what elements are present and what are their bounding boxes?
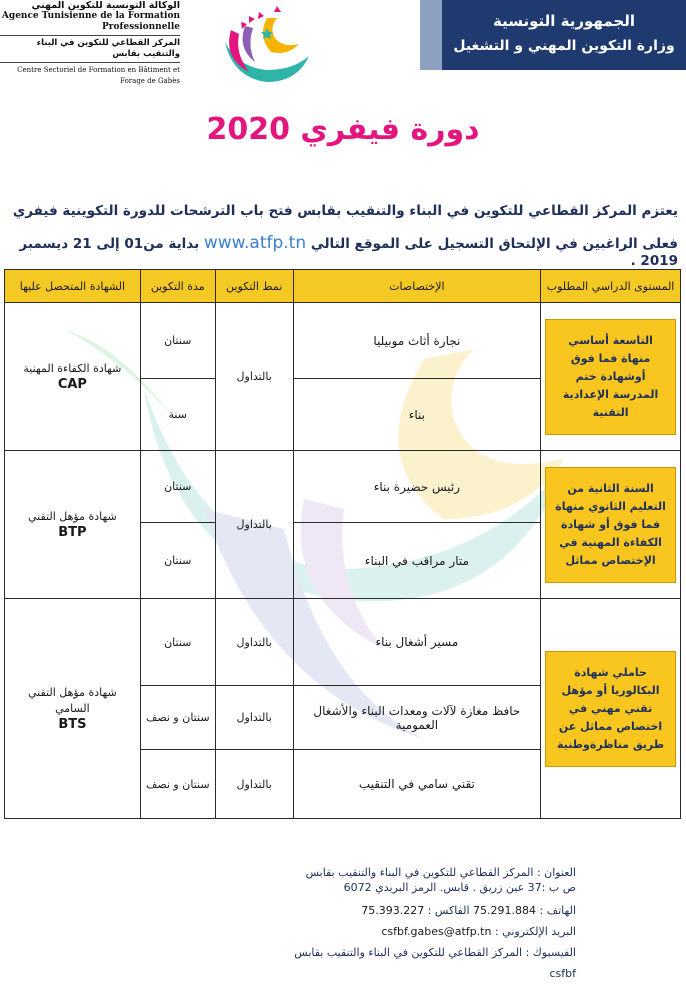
agency-name-fr-2: Professionnelle (101, 22, 180, 32)
duration-cell: سنتان (140, 303, 215, 379)
certificate-code: CAP (57, 377, 87, 393)
centre-name-ar: المركز القطاعي للتكوين في البناء والتنقيب بقابس (36, 38, 180, 59)
duration-cell: سنتان و نصف (140, 750, 215, 819)
intro-line-2-end: بداية من01 إلى 21 ديسمبر 2019 . (19, 236, 678, 269)
facebook-name[interactable]: المركز القطاعي للتكوين في البناء والتنقيب بقابس csfbf (294, 946, 576, 980)
level-text: السنة الثانية من التعليم الثانوي منهاة فما فوق أو شهادة الكفاءة المهنية في الإختصاص مماثل (545, 467, 676, 583)
ministry-band (442, 0, 686, 70)
header-divider (0, 35, 180, 36)
centre-name-fr: Centre Sectoriel de Formation en Bâtiment et Forage de Gabès (17, 66, 180, 85)
agency-name-ar: الوكالة التونسية للتكوين المهني (31, 0, 180, 11)
mode-cell: بالتداول (215, 451, 293, 599)
agency-header (0, 0, 180, 85)
table-row (5, 451, 681, 523)
address-text-2: ص ب :37 عين زريق . قابس. الرمز البريدي 6072 (343, 881, 576, 894)
website-link[interactable]: www.atfp.tn (203, 233, 307, 253)
duration-cell: سنتان (140, 522, 215, 599)
header-certificate: الشهادة المتحصل عليها (5, 270, 141, 303)
duration-cell: سنتان (140, 599, 215, 686)
certificate-name: شهادة مؤهل التقني (28, 510, 117, 524)
intro-line-2 (8, 233, 678, 269)
contact-footer (276, 862, 576, 984)
intro-line-1: يعتزم المركز القطاعي للتكوين في البناء والتنقيب بقابس فتح باب الترشحات للدورة التكوينية فيفري (12, 203, 678, 219)
facebook-line (276, 942, 576, 984)
level-cell (541, 599, 681, 819)
fax-number: 75.393.227 (361, 904, 425, 917)
mode-cell: بالتداول (215, 685, 293, 749)
certificate-name: شهادة الكفاءة المهنية (23, 362, 122, 376)
phone-line (276, 900, 576, 921)
level-text: التاسعة أساسي منهاة فما فوق أوشهادة ختم المدرسة الإعدادية التقنية (545, 319, 676, 435)
certificate-name: شهادة مؤهل التقني السامي (28, 686, 117, 716)
header-divider-2 (0, 62, 180, 63)
table-header-row (5, 270, 681, 303)
header-duration: مدة التكوين (140, 270, 215, 303)
address-label: العنوان : (536, 866, 576, 879)
level-cell (541, 303, 681, 451)
table-row (5, 303, 681, 379)
specialty-cell: مسير أشغال بناء (293, 599, 541, 686)
specialty-cell: رئيس حضيرة بناء (293, 451, 541, 523)
facebook-label: الفيسبوك : (525, 946, 576, 959)
mode-cell: بالتداول (215, 750, 293, 819)
certificate-cell (5, 451, 141, 599)
specialty-cell: تقني سامي في التنقيب (293, 750, 541, 819)
email-label: البريد الإلكتروني : (494, 925, 576, 938)
ministry-name: وزارة التكوين المهني و التشغيل (453, 38, 675, 54)
duration-cell: سنتان و نصف (140, 685, 215, 749)
duration-cell: سنتان (140, 451, 215, 523)
atfp-logo (205, 0, 315, 90)
specialty-cell: نجارة أثاث موبيليا (293, 303, 541, 379)
certificate-code: BTP (58, 525, 87, 541)
phone-label: الهاتف : (539, 904, 576, 917)
level-cell (541, 451, 681, 599)
header-mode: نمط التكوين (215, 270, 293, 303)
phone-number: 75.291.884 (473, 904, 537, 917)
address-text-1: المركز القطاعي للتكوين في البناء والتنقيب بقابس (305, 866, 534, 879)
programs-table (4, 269, 681, 819)
fax-label: الفاكس : (427, 904, 470, 917)
agency-name-fr-1: Agence Tunisienne de la Formation (1, 11, 180, 21)
mode-cell: بالتداول (215, 303, 293, 451)
header-specialties: الإختصاصات (293, 270, 541, 303)
band-accent (420, 0, 442, 70)
certificate-cell (5, 599, 141, 819)
email-line (276, 921, 576, 942)
specialty-cell: بناء (293, 378, 541, 451)
level-text: حاملي شهادة البكالوريا أو مؤهل تقني مهني في اختصاص مماثل عن طريق مناظرةوطنية (545, 651, 676, 767)
duration-cell: سنة (140, 378, 215, 451)
specialty-cell: حافظ مغازة لآلات ومعدات البناء والأشغال العمومية (293, 685, 541, 749)
certificate-code: BTS (58, 717, 87, 733)
email-address[interactable]: csfbf.gabes@atfp.tn (381, 925, 492, 938)
page-title: دورة فيفري 2020 (206, 112, 480, 147)
table-row (5, 599, 681, 686)
header-level: المستوى الدراسي المطلوب (541, 270, 681, 303)
mode-cell: بالتداول (215, 599, 293, 686)
intro-line-2-start: فعلى الراغبين في الإلتحاق التسجيل على الموقع التالي (310, 236, 678, 252)
republic-name: الجمهورية التونسية (493, 12, 635, 30)
programs-table-wrap (4, 269, 681, 819)
specialty-cell: متار مراقب في البناء (293, 522, 541, 599)
certificate-cell (5, 303, 141, 451)
